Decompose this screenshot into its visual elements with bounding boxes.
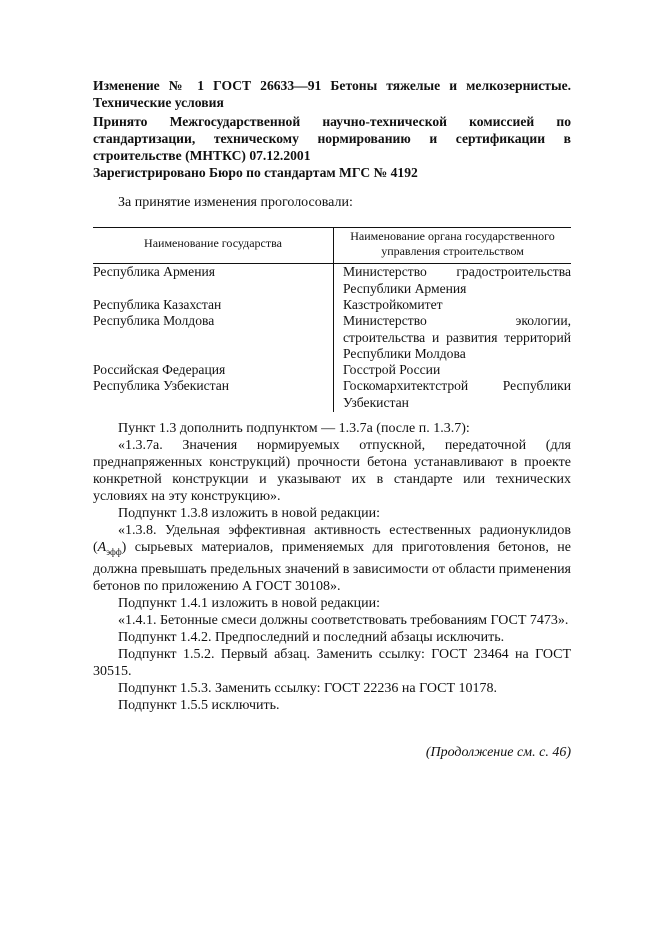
table-header-organ: Наименование органа государственного управления строительством (350, 229, 555, 258)
table-cell-organ: Министерство экологии, строительства и развития территорий Республики Молдова (343, 313, 571, 361)
amendment-title: Изменение № 1 ГОСТ 26633—91 Бетоны тяжелые и мелкозернистые. Технические условия (93, 78, 571, 110)
table-header-state: Наименование государства (144, 236, 282, 250)
table-cell-organ: Госстрой России (343, 362, 441, 377)
table-cell-state: Российская Федерация (93, 362, 226, 377)
paragraph: Подпункт 1.3.8 изложить в новой редакции: (118, 506, 381, 521)
paragraph: «1.3.7а. Значения нормируемых отпускной, передаточной (для преднапряженных конструкций) прочности бетона устанавливают в проекте конкретной конструкции и указывают их в стандарте или технических условиях на эту конструкцию». (93, 438, 571, 504)
amendment-body (93, 420, 571, 714)
table-top-rule (93, 227, 571, 228)
activity-subscript: эфф (106, 546, 122, 557)
table-cell-state: Республика Казахстан (93, 297, 222, 312)
table-cell-state: Республика Армения (93, 264, 215, 279)
votes-intro: За принятие изменения проголосовали: (118, 195, 353, 210)
paragraph: «1.4.1. Бетонные смеси должны соответствовать требованиям ГОСТ 7473». (118, 612, 569, 628)
table-cell-state: Республика Узбекистан (93, 378, 230, 393)
table-cell-state: Республика Молдова (93, 313, 215, 328)
paragraph: Пункт 1.3 дополнить подпунктом — 1.3.7а (после п. 1.3.7): (118, 421, 470, 436)
adoption-statement: Принято Межгосударственной научно-технической комиссией по стандартизации, техническому нормированию и сертификации в строительстве (МНТКС) 07.12.2001 (93, 114, 571, 163)
paragraph: Подпункт 1.5.5 исключить. (118, 697, 280, 713)
activity-symbol: A (97, 540, 107, 555)
paragraph-text: «1.3.8. Удельная эффективная активность естественных радионуклидов ( (93, 523, 571, 555)
paragraph: Подпункт 1.5.3. Заменить ссылку: ГОСТ 22236 на ГОСТ 10178. (118, 680, 498, 696)
continuation-note: (Продолжение см. с. 46) (425, 745, 571, 760)
paragraph-text: ) сырьевых материалов, применяемых для приготовления бетонов, не должна превышать предельных значений в зависимости от области применения бетонов по приложению А ГОСТ 30108». (93, 540, 571, 594)
table-cell-organ: Министерство градостроительства Республики Армения (343, 264, 571, 296)
paragraph: Подпункт 1.4.1 изложить в новой редакции: (118, 595, 381, 611)
registration-statement: Зарегистрировано Бюро по стандартам МГС № 4192 (93, 165, 418, 180)
paragraph-radionuclides (93, 522, 571, 595)
table-cell-organ: Госкомархитектстрой Республики Узбекистан (343, 378, 571, 410)
table-cell-organ: Казстройкомитет (343, 297, 443, 312)
paragraph: Подпункт 1.5.2. Первый абзац. Заменить ссылку: ГОСТ 23464 на ГОСТ 30515. (93, 646, 571, 679)
paragraph: Подпункт 1.4.2. Предпоследний и последний абзацы исключить. (118, 629, 505, 645)
